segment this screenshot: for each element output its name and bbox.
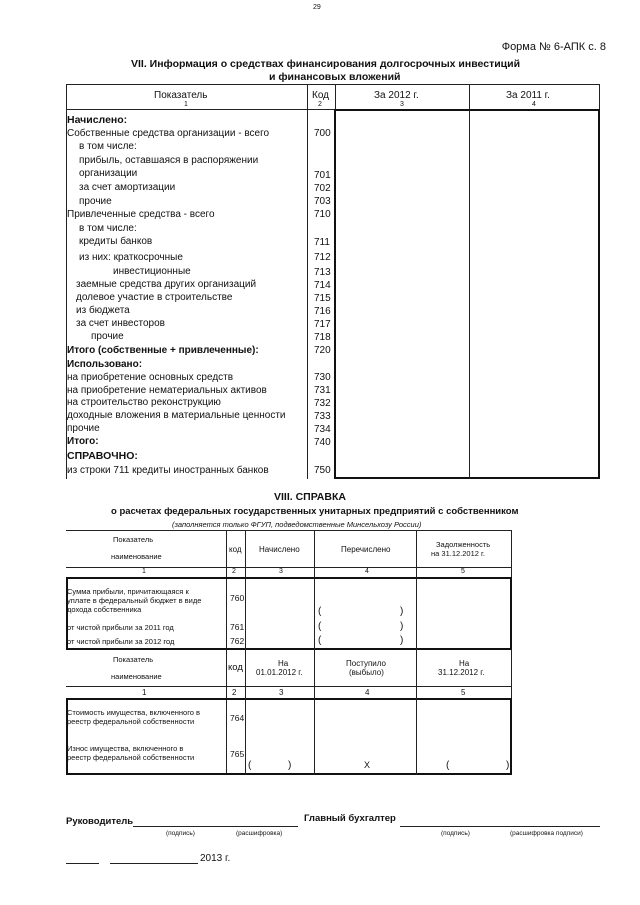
row-code: 750 [314, 465, 331, 476]
col-number: 1 [142, 688, 147, 697]
row-code: 703 [314, 196, 331, 207]
accountant-signature-caption: (подпись) [441, 830, 470, 837]
row-code: 702 [314, 183, 331, 194]
t2-row-code: 764 [230, 713, 245, 723]
row-code: 732 [314, 398, 331, 409]
table2-header-income: Поступило [346, 659, 386, 668]
x-mark: X [364, 760, 371, 770]
row-label: Использовано: [67, 359, 143, 370]
row-label: долевое участие в строительстве [76, 292, 233, 303]
table2-header-outflow: (выбыло) [349, 668, 384, 677]
date-month-line [110, 863, 198, 864]
row-code: 717 [314, 319, 331, 330]
row-label: инвестиционные [113, 266, 191, 277]
table1-header-accrued: Начислено [259, 545, 300, 554]
table1-header-code: код [229, 545, 242, 554]
paren: ) [288, 760, 292, 771]
row-label: на строительство реконструкцию [67, 397, 221, 408]
paren: ( [318, 635, 322, 646]
paren: ) [506, 760, 510, 771]
row-code: 731 [314, 385, 331, 396]
row-label: на приобретение нематериальных активов [67, 385, 267, 396]
col-header-indicator: Показатель [154, 90, 208, 101]
paren: ) [400, 606, 404, 617]
head-label: Руководитель [66, 816, 134, 827]
t1-row-label: уплате в федеральный бюджет в виде [67, 596, 202, 605]
row-code: 716 [314, 306, 331, 317]
col-number: 3 [400, 101, 404, 108]
col-number: 1 [142, 568, 146, 575]
section7-title: VII. Информация о средствах финансирования долгосрочных инвестиций [131, 58, 521, 70]
row-code: 713 [314, 267, 331, 278]
t2-row-label: реестр федеральной собственности [67, 717, 195, 726]
t1-row-label: дохода собственника [67, 605, 142, 614]
paren: ) [400, 635, 404, 646]
accountant-label: Главный бухгалтер [304, 813, 396, 824]
row-label: на приобретение основных средств [67, 372, 234, 383]
row-code: 712 [314, 252, 331, 263]
table1-header-indicator: Показатель [113, 535, 154, 544]
row-code: 710 [314, 209, 331, 220]
row-label: Привлеченные средства - всего [67, 209, 215, 220]
col-header-2011: За 2011 г. [506, 90, 550, 101]
row-code: 740 [314, 437, 331, 448]
row-label: организации [79, 168, 138, 179]
t1-row-label: Сумма прибыли, причитающаяся к [67, 587, 189, 596]
row-label: Итого (собственные + привлеченные): [67, 345, 259, 356]
row-label: из строки 711 кредиты иностранных банков [67, 465, 269, 476]
table2-header-name: наименование [111, 672, 162, 681]
table1-header-debt-date: на 31.12.2012 г. [431, 549, 485, 558]
col-header-code: Код [312, 90, 330, 101]
col-number: 5 [461, 568, 465, 575]
t1-row-label: от чистой прибыли за 2011 год [67, 623, 174, 632]
t2-row-label: реестр федеральной собственности [67, 753, 195, 762]
t1-row-label: от чистой прибыли за 2012 год [67, 637, 175, 646]
table2-header-end-date: 31.12.2012 г. [438, 668, 485, 677]
row-code: 730 [314, 372, 331, 383]
col-number: 3 [279, 688, 284, 697]
paren: ( [248, 760, 252, 771]
row-label: Начислено: [67, 114, 128, 126]
row-code: 700 [314, 128, 331, 139]
section8-title: VIII. СПРАВКА [274, 491, 346, 503]
accountant-signature-line [400, 826, 600, 827]
row-code: 715 [314, 293, 331, 304]
paren: ( [318, 621, 322, 632]
section8-subtitle: о расчетах федеральных государственных унитарных предприятий с собственником [111, 506, 519, 517]
row-code: 714 [314, 280, 331, 291]
accountant-decode-caption: (расшифровка подписи) [510, 830, 583, 837]
table1-header-debt: Задолженность [436, 540, 491, 549]
col-number: 2 [232, 688, 237, 697]
t1-row-code: 761 [230, 622, 245, 632]
row-label: прочие [79, 196, 112, 207]
head-signature-line [133, 826, 298, 827]
col-number: 4 [365, 568, 369, 575]
t2-row-label: Износ имущества, включенного в [67, 744, 184, 753]
table1-header-transferred: Перечислено [341, 545, 391, 554]
table2-header-indicator: Показатель [113, 655, 154, 664]
t2-row-code: 765 [230, 749, 245, 759]
t1-row-code: 760 [230, 593, 245, 603]
table2-header-code: код [228, 662, 243, 673]
row-code: 720 [314, 345, 331, 356]
paren: ( [446, 760, 450, 771]
row-code: 734 [314, 424, 331, 435]
paren: ) [400, 621, 404, 632]
row-code: 701 [314, 170, 331, 181]
head-signature-caption: (подпись) [166, 830, 195, 837]
col-number: 2 [318, 101, 322, 108]
row-label: СПРАВОЧНО: [67, 450, 138, 462]
row-label: за счет амортизации [79, 182, 176, 193]
row-code: 718 [314, 332, 331, 343]
row-code: 711 [314, 237, 330, 248]
row-label: заемные средства других организаций [76, 279, 257, 290]
data-frame [334, 109, 600, 479]
table2-header-end: На [459, 659, 470, 668]
row-label: из них: краткосрочные [79, 252, 183, 263]
date-day-line [66, 863, 99, 864]
paren: ( [318, 606, 322, 617]
col-number: 1 [184, 101, 188, 108]
row-label: кредиты банков [79, 236, 153, 247]
col-number: 4 [532, 101, 536, 108]
page-number: 29 [313, 4, 321, 11]
row-label: Собственные средства организации - всего [67, 128, 270, 139]
row-label: доходные вложения в материальные ценности [67, 410, 286, 421]
form-reference: Форма № 6-АПК с. 8 [501, 41, 606, 53]
table2-header-start-date: 01.01.2012 г. [256, 668, 303, 677]
row-label: прибыль, оставшаяся в распоряжении [79, 155, 259, 166]
table1-header-name: наименование [111, 552, 162, 561]
row-label: из бюджета [76, 305, 130, 316]
col-number: 5 [461, 688, 466, 697]
section7-subtitle: и финансовых вложений [269, 71, 401, 83]
t1-row-code: 762 [230, 636, 245, 646]
col-number: 2 [232, 568, 236, 575]
col-header-2012: За 2012 г. [374, 90, 419, 101]
col-number: 3 [279, 568, 283, 575]
row-label: прочие [67, 423, 100, 434]
row-label: в том числе: [79, 141, 137, 152]
head-decode-caption: (расшифровка) [236, 830, 283, 837]
date-year: 2013 г. [200, 853, 231, 864]
row-label: Итого: [67, 436, 99, 447]
t2-row-label: Стоимость имущества, включенного в [67, 708, 201, 717]
table2-header-start: На [278, 659, 289, 668]
row-label: за счет инвесторов [76, 318, 165, 329]
row-label: прочие [91, 331, 124, 342]
row-code: 733 [314, 411, 331, 422]
col-number: 4 [365, 688, 370, 697]
section8-note: (заполняется только ФГУП, подведомственные Минсельхозу России) [172, 520, 422, 529]
row-label: в том числе: [79, 223, 137, 234]
